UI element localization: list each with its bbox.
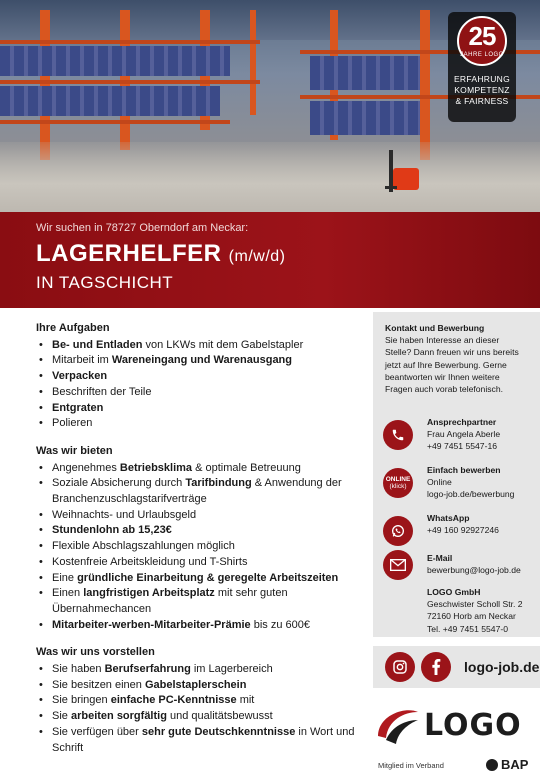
whatsapp-number: +49 160 92927246 <box>427 525 499 536</box>
logo-text: LOGO <box>424 708 522 743</box>
online-icon-bottom: (klick) <box>389 483 407 490</box>
list-item: • Kostenfreie Arbeitskleidung und T-Shirts <box>36 555 356 571</box>
section-title-bieten: Was wir bieten <box>36 444 113 457</box>
phone-icon <box>383 420 413 450</box>
list-item: • Entgraten <box>36 401 356 417</box>
list-item: • Angenehmes Betriebsklima & optimale Betreuung <box>36 461 356 477</box>
list-item: • Eine gründliche Einarbeitung & geregelte Arbeitszeiten <box>36 571 356 587</box>
list-item: • Be- und Entladen von LKWs mit dem Gabelstapler <box>36 338 356 354</box>
bap-logo-text: BAP <box>501 757 529 772</box>
list-item: • Sie arbeiten sorgfältig und qualitätsbewusst <box>36 709 356 725</box>
job-shift: IN TAGSCHICHT <box>36 273 174 292</box>
list-item: • Sie verfügen über sehr gute Deutschkenntnisse in Wort und Schrift <box>36 725 356 756</box>
online-sub: Online <box>427 477 452 488</box>
company-logo <box>374 702 530 750</box>
online-apply-icon <box>383 468 413 498</box>
facebook-icon[interactable] <box>421 652 451 682</box>
list-item: • Sie besitzen einen Gabelstaplerschein <box>36 678 356 694</box>
list-item: • Mitarbeiter-werben-Mitarbeiter-Prämie bis zu 600€ <box>36 618 356 634</box>
email-label: E-Mail <box>427 553 453 563</box>
list-item: • Weihnachts- und Urlaubsgeld <box>36 508 356 524</box>
rack-post <box>40 10 50 160</box>
forklift-icon <box>385 150 425 194</box>
online-url[interactable]: logo-job.de/bewerbung <box>427 489 515 500</box>
job-title <box>36 240 286 268</box>
list-item: • Verpacken <box>36 369 356 385</box>
rack-shelf <box>0 120 230 124</box>
list-item: • Beschriften der Teile <box>36 385 356 401</box>
stored-pallets <box>0 86 220 116</box>
rack-post <box>250 10 256 115</box>
warehouse-floor <box>0 142 540 212</box>
contact-sidebar <box>373 312 540 637</box>
anniversary-badge <box>448 12 516 122</box>
list-aufgaben <box>36 338 356 432</box>
badge-claim: ERFAHRUNG <box>453 74 511 84</box>
company-city: 72160 Horb am Neckar <box>427 611 516 622</box>
job-title-text: LAGERHELFER <box>36 240 222 267</box>
contact-intro: Sie haben Interesse an dieser Stelle? Dann freuen wir uns bereits jetzt auf Ihre Bewerbung. Gerne beantworten wir Ihnen weitere Fragen auch vorab telefonisch. <box>385 335 519 395</box>
membership-note: Mitglied im Verband <box>378 761 444 770</box>
stored-pallets <box>310 101 420 135</box>
rack-shelf <box>0 40 260 44</box>
rack-shelf <box>0 80 260 84</box>
section-title-vorstellen: Was wir uns vorstellen <box>36 646 155 659</box>
email-address[interactable]: bewerbung@logo-job.de <box>427 565 521 576</box>
list-item: • Flexible Abschlagszahlungen möglich <box>36 539 356 555</box>
job-banner <box>0 212 540 308</box>
rack-post <box>420 10 430 160</box>
list-item: • Einen langfristigen Arbeitsplatz mit sehr guten Übernahmechancen <box>36 586 356 617</box>
hero-image <box>0 0 540 212</box>
whatsapp-icon <box>383 516 413 546</box>
online-label: Einfach bewerben <box>427 465 501 475</box>
instagram-icon[interactable] <box>385 652 415 682</box>
social-bar <box>373 646 540 688</box>
job-title-gender: (m/w/d) <box>228 248 286 265</box>
phone-label: Ansprechpartner <box>427 417 497 427</box>
list-item: • Stundenlohn ab 15,23€ <box>36 523 356 539</box>
list-vorstellen <box>36 662 356 756</box>
online-icon-top: ONLINE <box>385 476 411 483</box>
badge-claims <box>448 74 516 107</box>
list-item: • Soziale Absicherung durch Tarifbindung & Anwendung der Branchenzuschlagstarifverträge <box>36 476 356 507</box>
list-item: • Sie haben Berufserfahrung im Lagerbereich <box>36 662 356 678</box>
badge-sub: JAHRE LOGO <box>460 52 504 58</box>
bap-logo-icon <box>486 759 498 771</box>
company-name: LOGO GmbH <box>427 587 481 597</box>
mail-icon <box>383 550 413 580</box>
section-title-aufgaben: Ihre Aufgaben <box>36 322 110 334</box>
logo-swoosh-icon <box>374 706 420 746</box>
badge-claim: KOMPETENZ <box>454 85 510 95</box>
badge-claim: & FAIRNESS <box>455 96 509 106</box>
company-street: Geschwister Scholl Str. 2 <box>427 599 523 610</box>
job-location: Wir suchen in 78727 Oberndorf am Neckar: <box>36 222 249 234</box>
phone-number: +49 7451 5547-16 <box>427 441 498 452</box>
job-description <box>36 321 356 756</box>
website-link[interactable]: logo-job.de <box>464 659 540 675</box>
badge-number: 25 <box>468 21 496 51</box>
whatsapp-label: WhatsApp <box>427 513 470 523</box>
stored-pallets <box>310 56 420 90</box>
phone-name: Frau Angela Aberle <box>427 429 501 440</box>
stored-pallets <box>0 46 230 76</box>
company-tel: Tel. +49 7451 5547-0 <box>427 623 508 634</box>
list-item: • Polieren <box>36 416 356 432</box>
list-bieten <box>36 461 356 634</box>
contact-title: Kontakt und Bewerbung <box>385 323 485 333</box>
list-item: • Sie bringen einfache PC-Kenntnisse mit <box>36 693 356 709</box>
anniversary-seal-icon <box>457 16 507 66</box>
list-item: • Mitarbeit im Wareneingang und Warenausgang <box>36 353 356 369</box>
